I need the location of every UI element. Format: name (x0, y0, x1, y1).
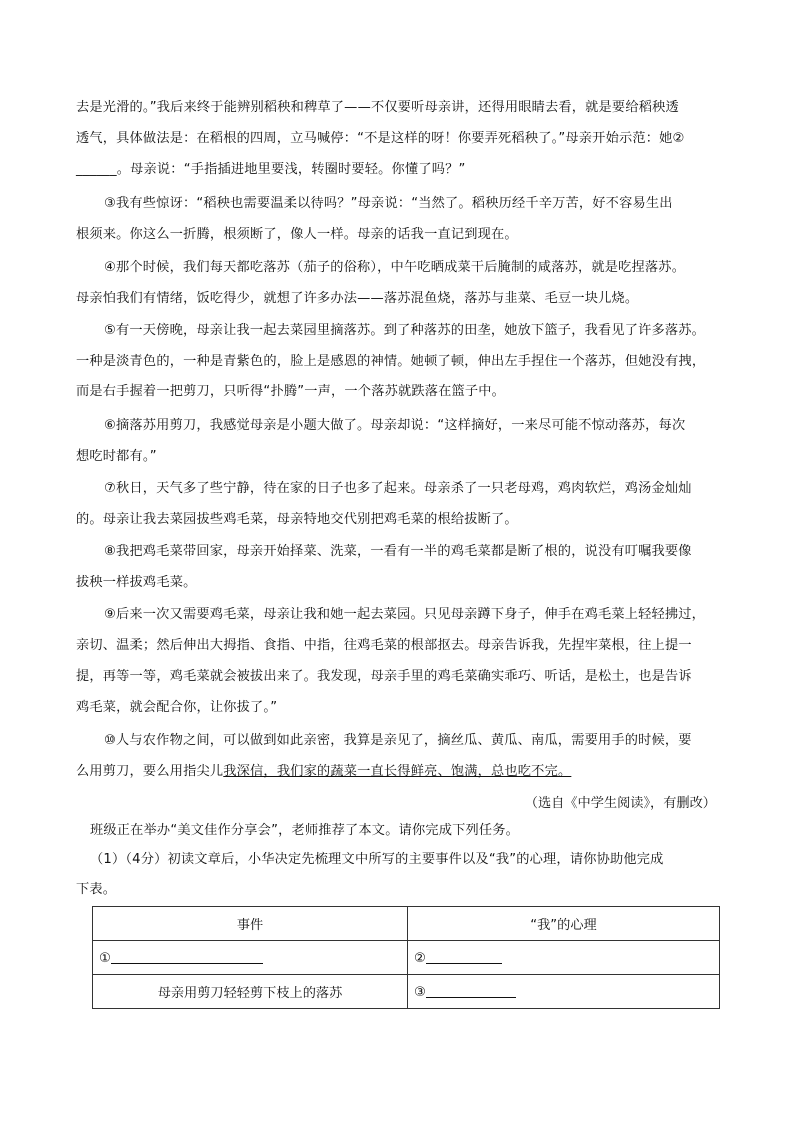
passage-line: 想吃时都有。” (76, 449, 157, 464)
passage-line: 鸡毛菜，就会配合你，让你拔了。” (76, 700, 278, 715)
passage-line: ⑦秋日，天气多了些宁静，待在家的日子也多了起来。母亲杀了一只老母鸡，鸡肉软烂，鸡汤金灿灿 (104, 481, 692, 496)
passage-line: 透气，具体做法是：在稻根的四周，立马喊停：“不是这样的呀！你要弄死稻秧了。”母亲开始示范：她② (76, 131, 685, 146)
cell-mind-1 (408, 941, 720, 975)
header-mind: “我”的心理 (408, 907, 720, 941)
answer-blank[interactable] (111, 949, 263, 964)
passage-line: 亲切、温柔；然后伸出大拇指、食指、中指，往鸡毛菜的根部抠去。母亲告诉我，先捏牢菜根，往上提一 (76, 638, 692, 653)
passage-line: 的。母亲让我去菜园拔些鸡毛菜，母亲特地交代别把鸡毛菜的根给拔断了。 (76, 512, 518, 527)
cell-event-1 (93, 941, 408, 975)
passage-line: 而是右手握着一把剪刀，只听得“扑腾”一声，一个落苏就跌落在篮子中。 (76, 384, 506, 399)
passage-line: ⑧我把鸡毛菜带回家，母亲开始择菜、洗菜，一看有一半的鸡毛菜都是断了根的，说没有叮嘱我要像 (104, 544, 692, 559)
passage-line-last (76, 762, 736, 782)
answer-blank[interactable] (426, 983, 516, 998)
task-intro: 班级正在举办“美文佳作分享会”，老师推荐了本文。请你完成下列任务。 (90, 823, 520, 838)
table-row (93, 975, 720, 1009)
passage-line: 拔秧一样拔鸡毛菜。 (76, 575, 197, 590)
passage-line: 去是光滑的。”我后来终于能辨别稻秧和稗草了——不仅要听母亲讲，还得用眼睛去看，就是要给稻秧透 (76, 100, 679, 115)
passage-line: ⑥摘落苏用剪刀，我感觉母亲是小题大做了。母亲却说：“这样摘好，一来尽可能不惊动落苏，每次 (104, 418, 686, 433)
passage-line: ______。母亲说：“手指插进地里要浅，转圈时要轻。你懂了吗？” (76, 162, 466, 177)
passage-line: 母亲怕我们有情绪，饭吃得少，就想了许多办法——落苏混鱼烧，落苏与韭菜、毛豆一块儿烧。 (76, 291, 639, 306)
header-event: 事件 (93, 907, 408, 941)
source-citation: （选自《中学生阅读》，有删改） (524, 796, 716, 811)
passage-line: ⑤有一天傍晚，母亲让我一起去菜园里摘落苏。到了种落苏的田垄，她放下篮子，我看见了许多落苏。 (104, 323, 706, 338)
blank-number: ② (414, 951, 426, 966)
blank-number: ① (99, 951, 111, 966)
answer-blank[interactable] (426, 949, 502, 964)
table-row (93, 941, 720, 975)
table-header-row (93, 907, 720, 941)
passage-line: ⑩人与农作物之间，可以做到如此亲密，我算是亲见了，摘丝瓜、黄瓜、南瓜，需要用手的时候，要 (104, 733, 692, 748)
question-1-line: （1）（4分）初读文章后，小华决定先梳理文中所写的主要事件以及“我”的心理，请你协助他完成 (90, 852, 664, 867)
cell-event-2: 母亲用剪刀轻轻剪下枝上的落苏 (93, 975, 408, 1009)
passage-line: ④那个时候，我们每天都吃落苏（茄子的俗称），中午吃晒成菜干后腌制的咸落苏，就是吃捏落苏。 (104, 260, 686, 275)
passage-line: 提，再等一等，鸡毛菜就会被拔出来了。我发现，母亲手里的鸡毛菜确实乖巧、听话，是松土，也是告诉 (76, 669, 692, 684)
passage-line: ⑨后来一次又需要鸡毛菜，母亲让我和她一起去菜园。只见母亲蹲下身子，伸手在鸡毛菜上轻轻拂过， (104, 607, 706, 622)
blank-number: ③ (414, 985, 426, 1000)
passage-line: 一种是淡青色的，一种是青紫色的，脸上是感恩的神情。她顿了顿，伸出左手捏住一个落苏，但她没有拽， (76, 354, 706, 369)
passage-line: ③我有些惊讶：“稻秧也需要温柔以待吗？”母亲说：“当然了。稻秧历经千辛万苦，好不容易生出 (104, 196, 673, 211)
question-1-line: 下表。 (76, 882, 117, 897)
answer-table (92, 906, 720, 1009)
passage-line: 么用剪刀，要么用指尖儿 (76, 764, 224, 779)
passage-line: 根须来。你这么一折腾，根须断了，像人一样。母亲的话我一直记到现在。 (76, 227, 518, 242)
cell-mind-2 (408, 975, 720, 1009)
underlined-sentence: 我深信，我们家的蔬菜一直长得鲜亮、饱满，总也吃不完。 (223, 764, 572, 779)
